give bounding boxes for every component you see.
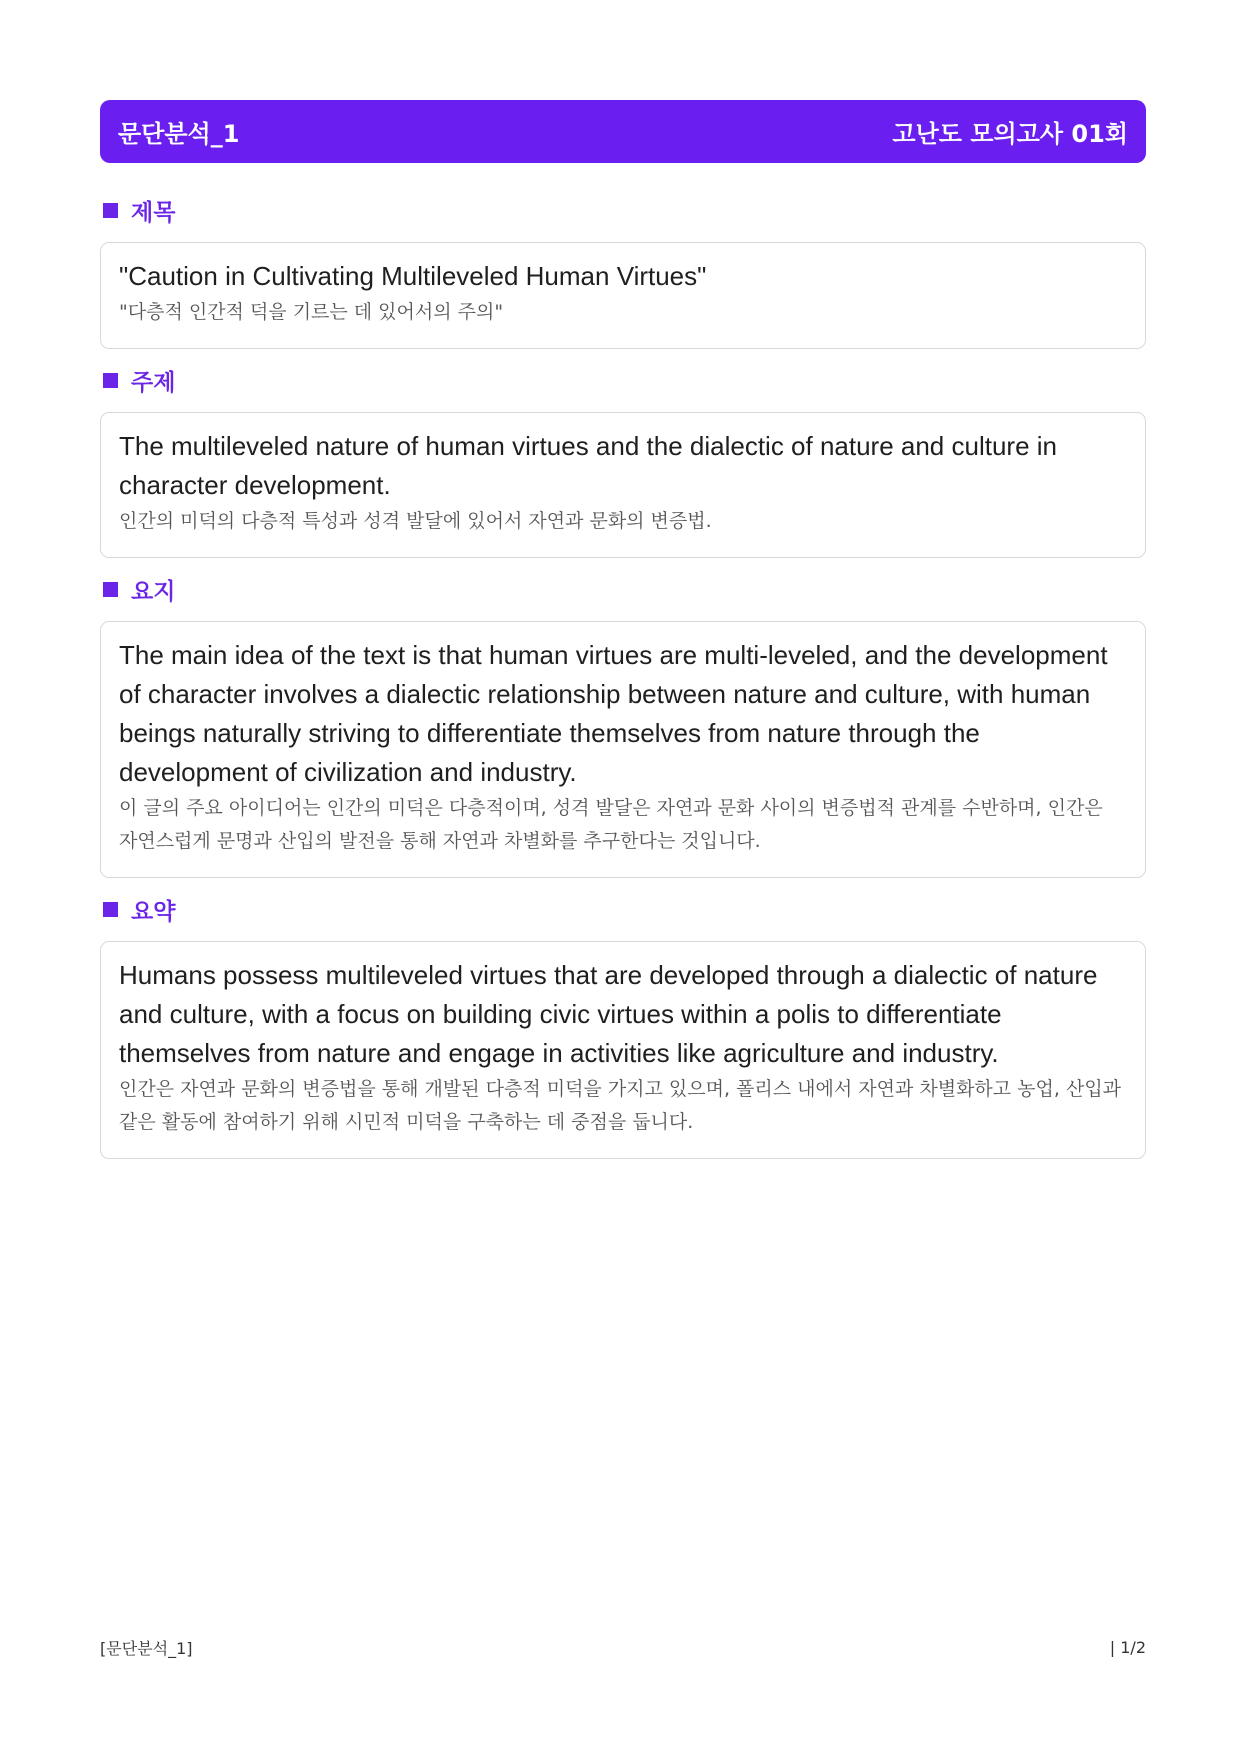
topic-korean: 인간의 미덕의 다층적 특성과 성격 발달에 있어서 자연과 문화의 변증법. <box>119 510 712 532</box>
header-exam-title: 고난도 모의고사 01회 <box>892 120 1128 148</box>
summary-korean: 인간은 자연과 문화의 변증법을 통해 개발된 다층적 미덕을 가지고 있으며, 폴리스 내에서 자연과 차별화하고 농업, 산입과 같은 활동에 참여하기 위해 시민적 미덕을 구축하는 데 중점을 둡니다. <box>119 1078 1122 1133</box>
square-bullet-icon <box>103 582 118 597</box>
topic-english: The multileveled nature of human virtues and the dialectic of nature and culture in character development. <box>119 431 1057 500</box>
square-bullet-icon <box>103 373 118 388</box>
title-english: "Caution in Cultivating Multileveled Human Virtues" <box>119 261 707 291</box>
main-idea-box <box>100 621 1146 878</box>
title-korean: "다층적 인간적 덕을 기르는 데 있어서의 주의" <box>119 301 504 323</box>
section-heading-label: 요지 <box>131 578 176 605</box>
section-heading-summary <box>100 894 1146 924</box>
summary-english: Humans possess multileveled virtues that are developed through a dialectic of nature and culture, with a focus on building civic virtues within a polis to differentiate themselves from nature and engage in activities like agriculture and industry. <box>119 960 1098 1068</box>
section-heading-title <box>100 195 1146 225</box>
section-heading-label: 제목 <box>131 199 176 226</box>
page-number: | 1/2 <box>1109 1637 1146 1657</box>
content-area <box>100 163 1146 1159</box>
section-heading-label: 요약 <box>131 898 176 925</box>
main-idea-korean: 이 글의 주요 아이디어는 인간의 미덕은 다층적이며, 성격 발달은 자연과 문화 사이의 변증법적 관계를 수반하며, 인간은 자연스럽게 문명과 산입의 발전을 통해 자연과 차별화를 추구한다는 것입니다. <box>119 797 1103 852</box>
footer-section-label: [문단분석_1] <box>100 1638 193 1658</box>
header-section-label: 문단분석_1 <box>118 120 240 148</box>
section-heading-main-idea <box>100 574 1146 604</box>
title-box <box>100 242 1146 349</box>
page-footer <box>100 1634 1146 1660</box>
topic-box <box>100 412 1146 558</box>
section-heading-topic <box>100 365 1146 395</box>
main-idea-english: The main idea of the text is that human virtues are multi-leveled, and the development of character involves a dialectic relationship between nature and culture, with human beings naturally striving to differentiate themselves from nature through the development of civilization and industry. <box>119 640 1108 787</box>
summary-box <box>100 941 1146 1159</box>
header-bar <box>100 100 1146 163</box>
section-heading-label: 주제 <box>131 369 176 396</box>
square-bullet-icon <box>103 902 118 917</box>
square-bullet-icon <box>103 203 118 218</box>
